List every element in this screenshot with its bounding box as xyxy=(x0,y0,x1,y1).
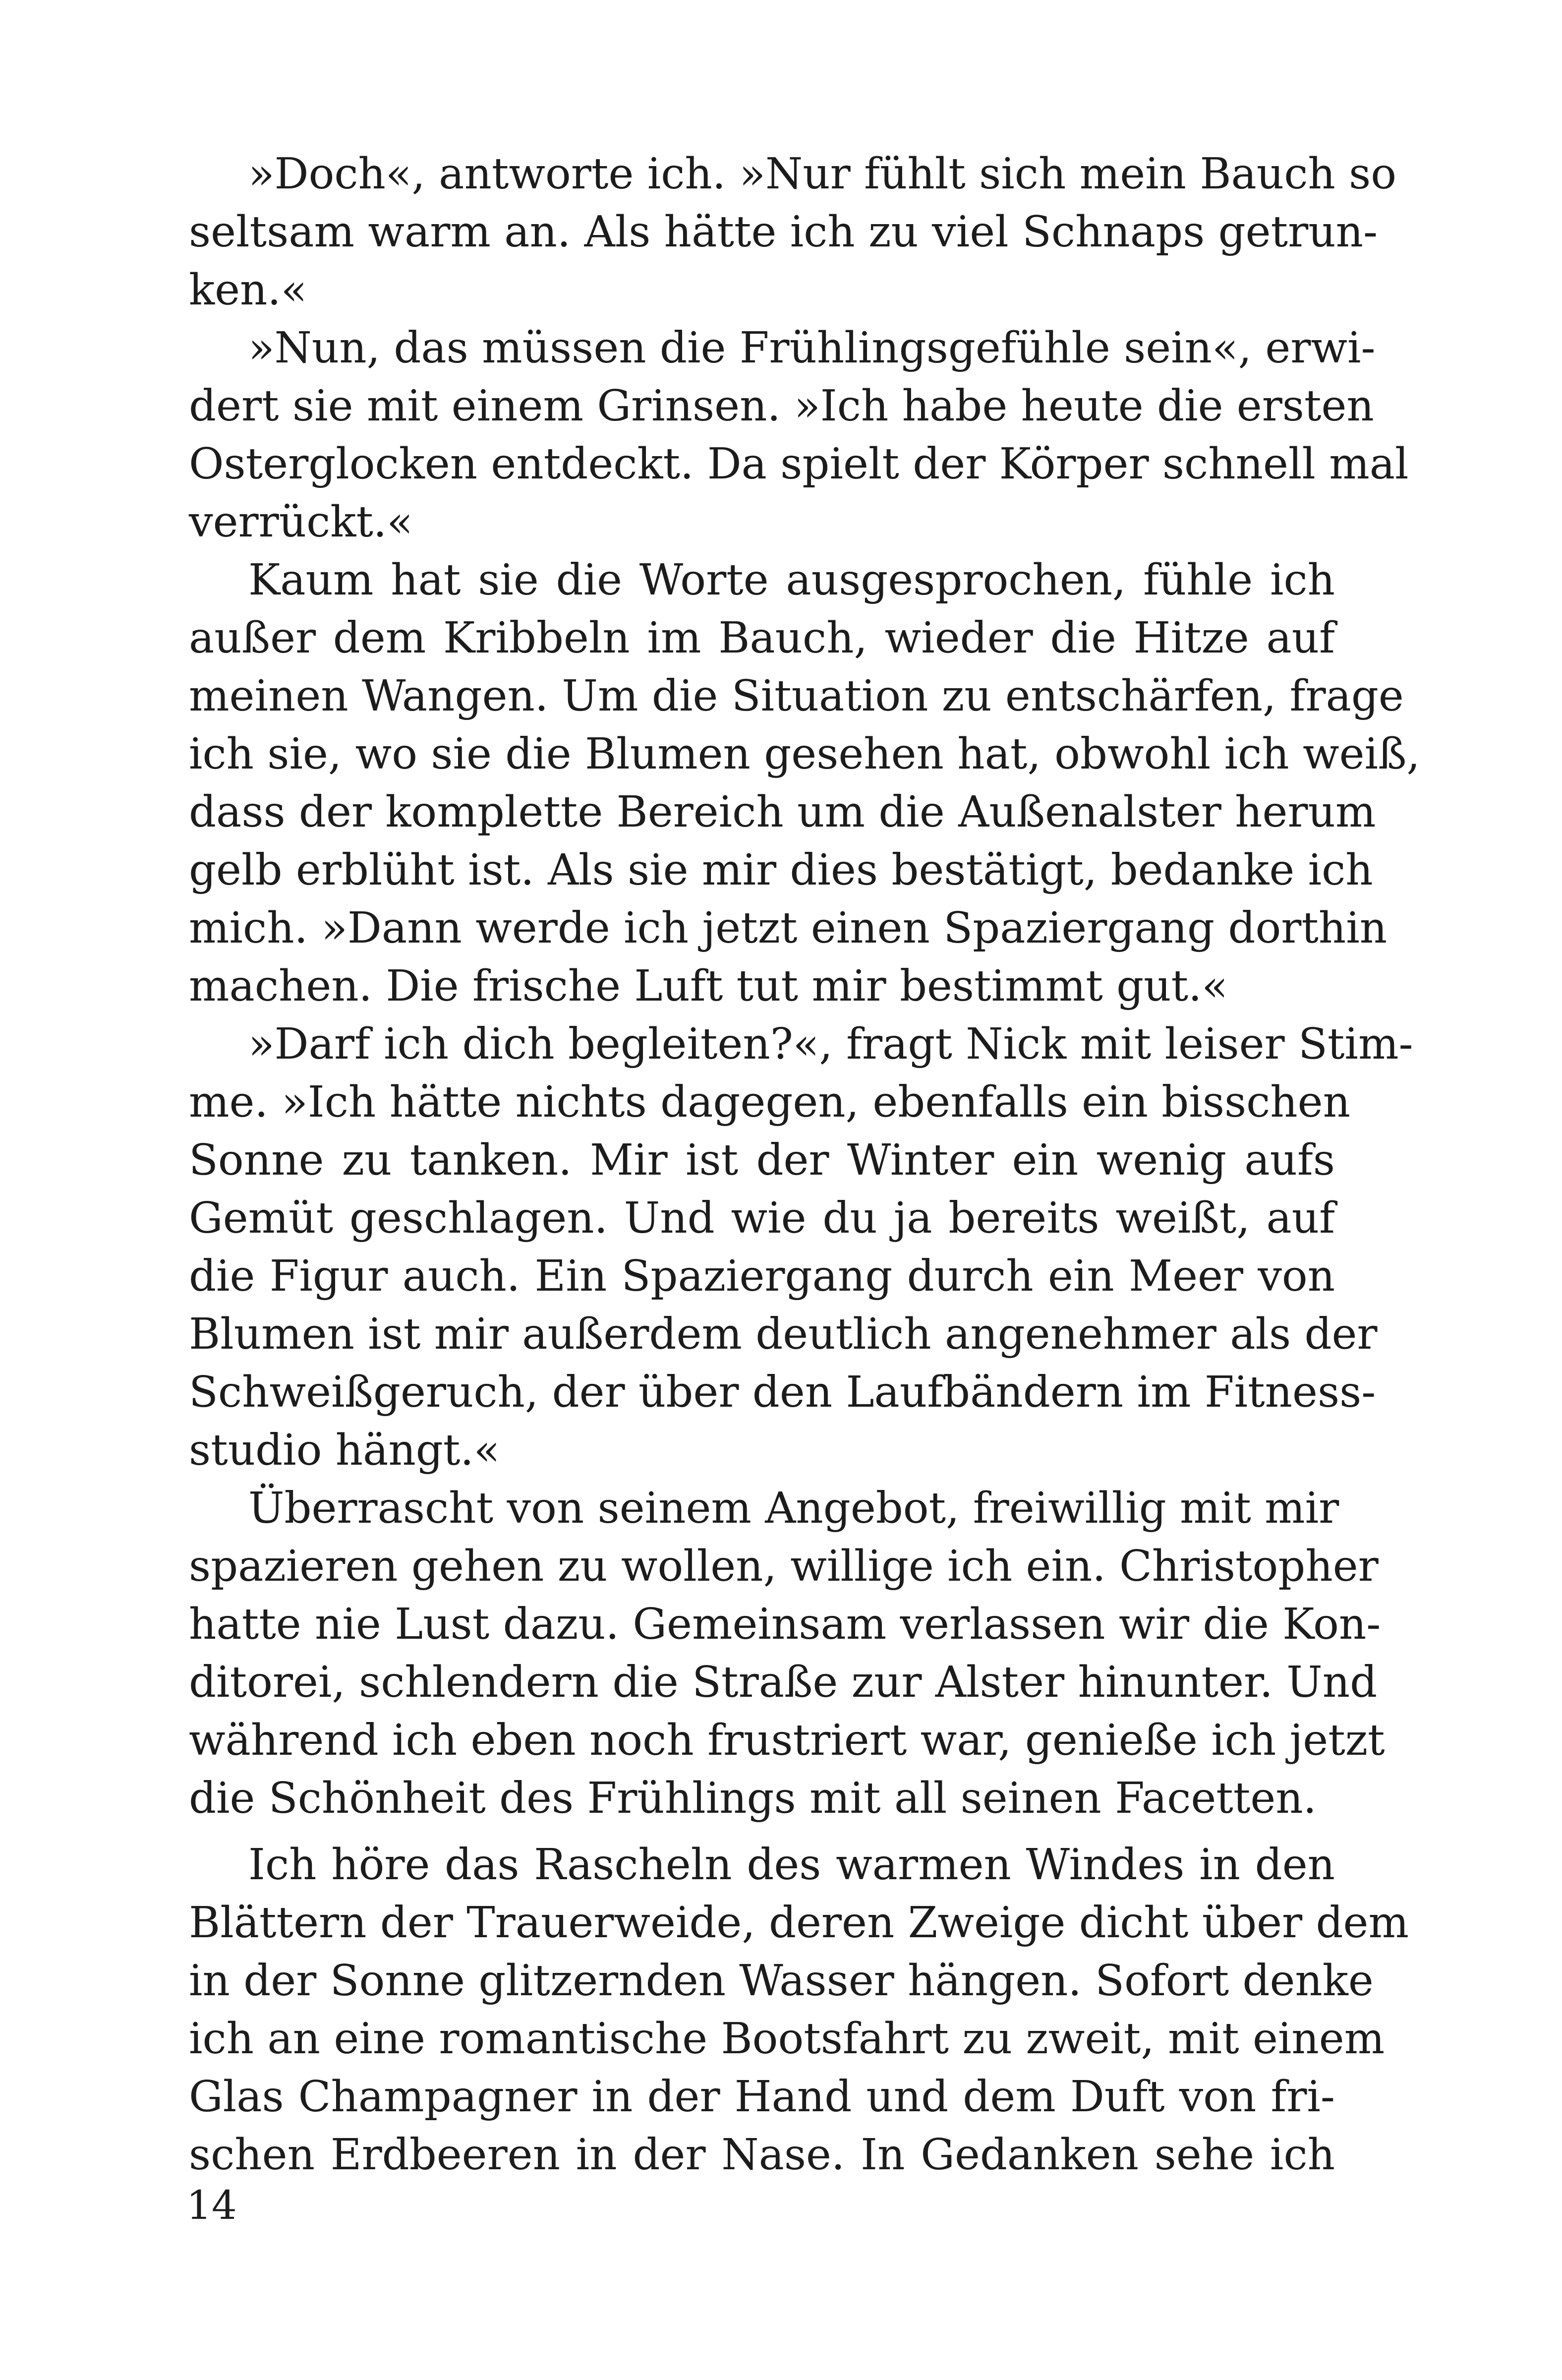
text-line: Ich höre das Rascheln des warmen Windes in den xyxy=(248,1840,1335,1890)
text-line: Blättern der Trauerweide, deren Zweige dicht über dem xyxy=(189,1898,1409,1948)
text-line: Blumen ist mir außerdem deutlich angenehmer als der xyxy=(189,1309,1378,1359)
text-line: ken.« xyxy=(189,265,307,315)
text-line: schen Erdbeeren in der Nase. In Gedanken sehe ich xyxy=(189,2130,1335,2180)
text-line: machen. Die frische Luft tut mir bestimmt gut.« xyxy=(189,961,1228,1011)
text-line: Gemüt geschlagen. Und wie du ja bereits weißt, auf xyxy=(189,1193,1335,1243)
page-number: 14 xyxy=(186,2182,237,2228)
text-line: »Nun, das müssen die Frühlingsgefühle sein«, erwi- xyxy=(248,323,1376,373)
text-line: hatte nie Lust dazu. Gemeinsam verlassen wir die Kon- xyxy=(189,1600,1381,1649)
text-line: spazieren gehen zu wollen, willige ich ein. Christopher xyxy=(189,1542,1379,1591)
text-line: ich an eine romantische Bootsfahrt zu zweit, mit einem xyxy=(189,2014,1385,2064)
text-line: dert sie mit einem Grinsen. »Ich habe heute die ersten xyxy=(189,381,1374,431)
text-line: während ich eben noch frustriert war, genieße ich jetzt xyxy=(189,1716,1385,1765)
text-line: mich. »Dann werde ich jetzt einen Spaziergang dorthin xyxy=(189,903,1388,953)
text-line: meinen Wangen. Um die Situation zu entschärfen, frage xyxy=(189,671,1404,721)
text-line: dass der komplette Bereich um die Außenalster herum xyxy=(189,787,1376,837)
text-line: studio hängt.« xyxy=(189,1426,500,1475)
text-line: Sonne zu tanken. Mir ist der Winter ein wenig aufs xyxy=(189,1135,1335,1185)
text-line: Osterglocken entdeckt. Da spielt der Körper schnell mal xyxy=(189,439,1409,489)
text-line: in der Sonne glitzernden Wasser hängen. Sofort denke xyxy=(189,1956,1374,2006)
text-line: gelb erblüht ist. Als sie mir dies bestätigt, bedanke ich xyxy=(189,845,1373,895)
text-line: »Doch«, antworte ich. »Nur fühlt sich mein Bauch so xyxy=(248,149,1396,199)
text-line: »Darf ich dich begleiten?«, fragt Nick mit leiser Stim- xyxy=(248,1019,1413,1069)
text-line: ditorei, schlendern die Straße zur Alster hinunter. Und xyxy=(189,1658,1378,1707)
text-line: Kaum hat sie die Worte ausgesprochen, fühle ich xyxy=(248,555,1335,605)
text-line: Überrascht von seinem Angebot, freiwillig mit mir xyxy=(248,1484,1339,1533)
text-line: außer dem Kribbeln im Bauch, wieder die Hitze auf xyxy=(189,613,1335,663)
text-line: die Schönheit des Frühlings mit all seinen Facetten. xyxy=(189,1774,1317,1823)
text-line: Schweißgeruch, der über den Laufbändern im Fitness- xyxy=(189,1368,1376,1417)
text-line: verrückt.« xyxy=(189,497,413,547)
text-line: seltsam warm an. Als hätte ich zu viel Schnaps getrun- xyxy=(189,207,1378,257)
text-line: die Figur auch. Ein Spaziergang durch ein Meer von xyxy=(189,1251,1335,1301)
text-line: ich sie, wo sie die Blumen gesehen hat, obwohl ich weiß, xyxy=(189,729,1420,779)
text-line: me. »Ich hätte nichts dagegen, ebenfalls ein bisschen xyxy=(189,1077,1350,1127)
text-line: Glas Champagner in der Hand und dem Duft von fri- xyxy=(189,2072,1335,2122)
